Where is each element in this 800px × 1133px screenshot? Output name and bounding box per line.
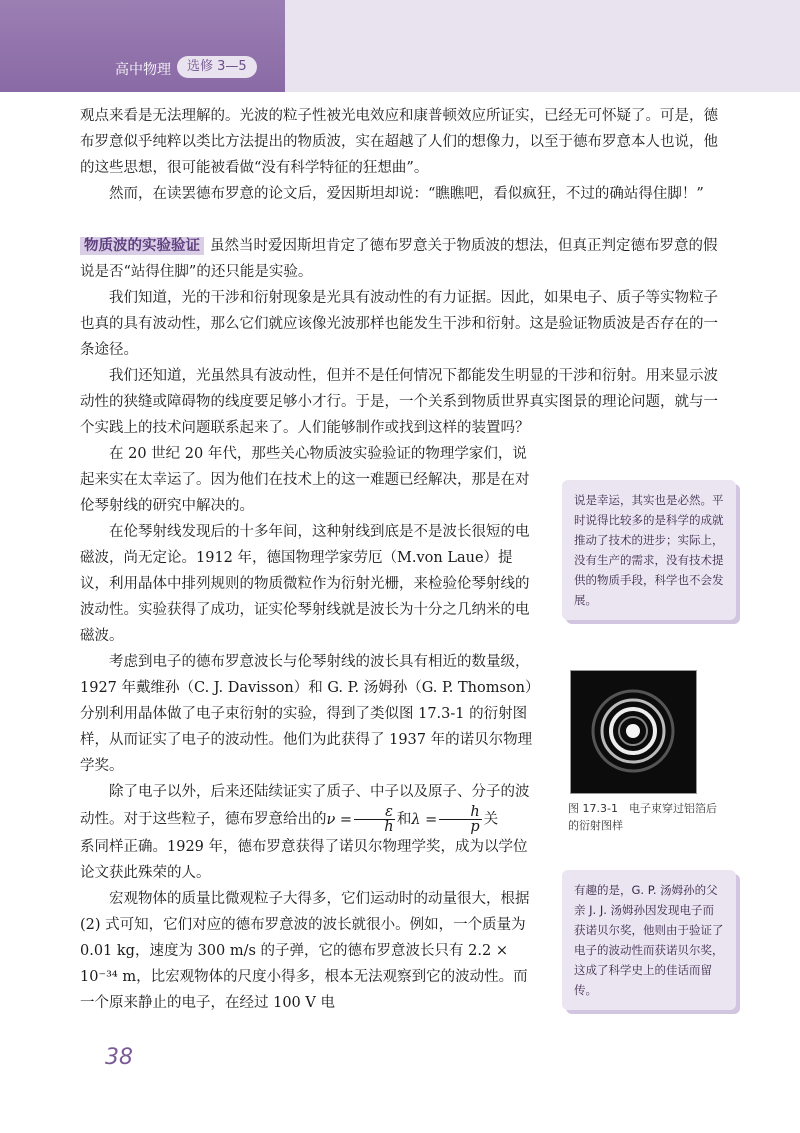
paragraph: 宏观物体的质量比微观粒子大得多，它们运动时的动量很大，根据 (2) 式可知，它们对应的德布罗意波的波长就很小。例如，一个质量为 0.01 kg，速度为 300 m/s 的子弹，它的德布罗意波长只有 2.2 × 10⁻³⁴ m，比宏观物体的尺度小得多，根本无法观察到它的波动性。而一个原来静止的电子，在经过 100 V 电: [80, 891, 530, 1011]
page-number: 38: [105, 1045, 133, 1070]
paragraph: 然而，在读罢德布罗意的论文后，爱因斯坦却说：“瞧瞧吧，看似疯狂，不过的确站得住脚！”: [109, 186, 704, 202]
formula-tail: 关: [483, 811, 499, 828]
diffraction-rings-image: [571, 671, 696, 793]
paragraph: 观点来看是无法理解的。光波的粒子性被光电效应和康普顿效应所证实，已经无可怀疑了。可是，德布罗意似乎纯粹以类比方法提出的物质波，实在超越了人们的想像力，以至于德布罗意本人也说，他的这些思想，很可能被看做“没有科学特征的狂想曲”。: [80, 108, 718, 176]
formula-lead-text: 除了电子以外，后来还陆续证实了质子、中子以及原子、分子的波动性。对于这些粒子，德布罗意给出的: [80, 784, 530, 828]
section-intro-text: 虽然当时爱因斯坦肯定了德布罗意关于物质波的想法，但真正判定德布罗意的假说是否“站得住脚”的还只能是实验。: [80, 238, 718, 280]
wavelength-formula: λ = $\frac{h}{p}$: [411, 804, 480, 835]
fraction-h-over-p: $\frac{h}{p}$: [439, 805, 481, 834]
section-heading: 物质波的实验验证: [80, 237, 204, 255]
fraction-epsilon-over-h: $\frac{\varepsilon}{h}$: [354, 805, 395, 834]
volume-badge: 选修 3—5: [177, 56, 257, 78]
paragraph: 在 20 世纪 20 年代，那些关心物质波实验验证的物理学家们，说起来实在太幸运了。因为他们在技术上的这一难题已经解决，那是在对伦琴射线的研究中解决的。: [80, 446, 530, 514]
formula-conjunction: 和: [396, 811, 412, 828]
paragraph: 系同样正确。1929 年，德布罗意获得了诺贝尔物理学奖，成为以学位论文获此殊荣的人。: [80, 839, 528, 881]
side-note-text: 说是幸运，其实也是必然。平时说得比较多的是科学的成就推动了技术的进步；实际上，没有生产的需求，没有技术提供的物质手段，科学也不会发展。: [574, 493, 724, 607]
diffraction-figure: [570, 670, 697, 794]
side-note-text: 有趣的是，G. P. 汤姆孙的父亲 J. J. 汤姆孙因发现电子而获诺贝尔奖，他则由于验证了电子的波动性而获诺贝尔奖，这成了科学史上的佳话而留传。: [574, 883, 724, 997]
paragraph: 我们还知道，光虽然具有波动性，但并不是任何情况下都能发生明显的干涉和衍射。用来显示波动性的狭缝或障碍物的线度要足够小才行。于是，一个关系到物质世界真实图景的理论问题，就与一个实践上的技术问题联系起来了。人们能够制作或找到这样的装置吗？: [80, 368, 718, 436]
narrow-column: [80, 441, 538, 1016]
paragraph: 考虑到电子的德布罗意波长与伦琴射线的波长具有相近的数量级，1927 年戴维孙（C. J. Davisson）和 G. P. 汤姆孙（G. P. Thomson）分别利用晶体做了电子束衍射的实验，得到了类似图 17.3-1 的衍射图样，从而证实了电子的波动性。他们为此获得了 1937 年的诺贝尔物理学奖。: [80, 654, 533, 774]
section-intro: [80, 233, 730, 285]
side-note-thomson: [562, 870, 736, 1010]
figure-caption: 图 17.3-1 电子束穿过铝箔后的衍射图样: [568, 802, 717, 832]
paragraph: 我们知道，光的干涉和衍射现象是光具有波动性的有力证据。因此，如果电子、质子等实物粒子也真的具有波动性，那么它们就应该像光波那样也能发生干涉和衍射。这是验证物质波是否存在的一条途径。: [80, 290, 718, 358]
side-note-luck: [562, 480, 736, 620]
book-title: 高中物理: [115, 62, 171, 78]
paragraph-with-formula: [80, 779, 538, 834]
page-header: [0, 0, 800, 92]
frequency-formula: ν = $\frac{\varepsilon}{h}$: [326, 804, 394, 835]
paragraph: 在伦琴射线发现后的十多年间，这种射线到底是不是波长很短的电磁波，尚无定论。1912 年，德国物理学家劳厄（M.von Laue）提议，利用晶体中排列规则的物质微粒作为衍射光栅，来检验伦琴射线的波动性。实验获得了成功，证实伦琴射线就是波长为十分之几纳米的电磁波。: [80, 524, 530, 644]
header-lavender-band: [285, 0, 800, 92]
